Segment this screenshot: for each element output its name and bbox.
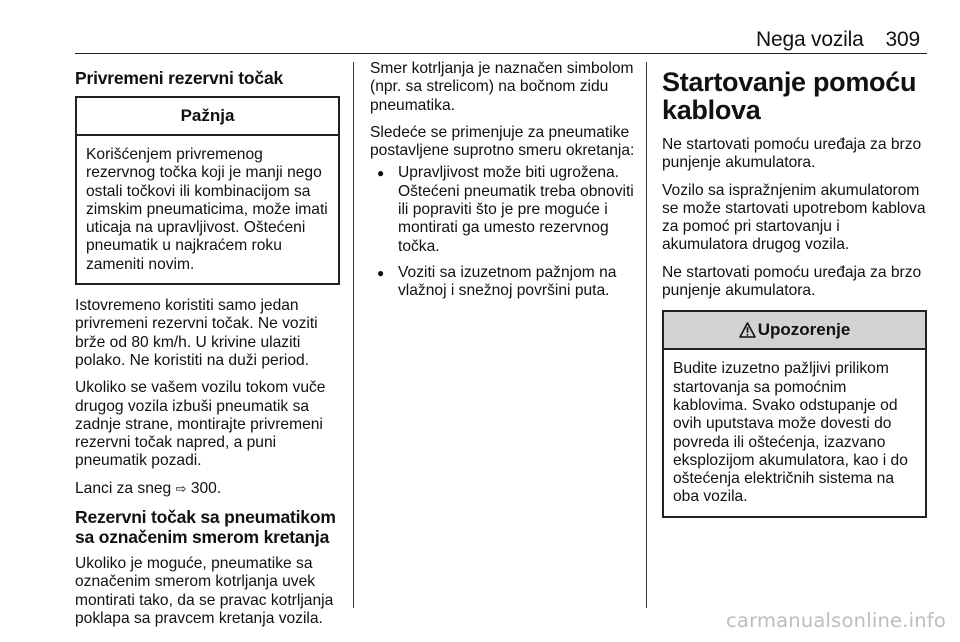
column-divider (646, 62, 647, 608)
reference-page: 300. (190, 479, 222, 497)
reference-text: Lanci za sneg (75, 479, 172, 497)
caution-title: Pažnja (77, 98, 338, 136)
warning-text: Budite izuzetno pažljivi prilikom startovanja sa pomoćnim kablovima. Svako odstupanje od ovih uputstava može dovesti do povreda ili oštećenja, izazvano eksplozijom akumulatora, kao i do oštećenja električnih sistema na oba vozila. (673, 360, 908, 506)
warning-title-bar (664, 312, 925, 350)
caution-box (75, 96, 340, 285)
paragraph: Vozilo sa ispražnjenim akumulatorom se može startovati upotrebom kablova za pomoć pri startovanju i akumulatora drugog vozila. (662, 181, 926, 254)
running-head (756, 28, 920, 54)
warning-triangle-icon (739, 322, 756, 338)
section-title: Nega vozila (756, 28, 864, 51)
paragraph: Sledeće se primenjuje za pneumatike postavljene suprotno smeru okretanja: (370, 123, 635, 160)
middle-column (370, 60, 640, 612)
list-item: ● Voziti sa izuzetnom pažnjom na vlažnoj i snežnoj površini puta. (370, 264, 640, 301)
bullet-list (370, 164, 640, 300)
paragraph: Smer kotrljanja je naznačen simbolom (npr. sa strelicom) na bočnom zidu pneumatika. (370, 60, 634, 114)
snow-chains-reference (75, 480, 340, 498)
column-divider (353, 62, 354, 608)
watermark-text: carmanualsonline.info (726, 609, 946, 632)
right-column (662, 60, 927, 612)
section-heading-directional-tyre: Rezervni točak sa pneumatikom sa označenim smerom kretanja (75, 507, 336, 548)
paragraph: Ne startovati pomoću uređaja za brzo punjenje akumulatora. (662, 136, 922, 172)
page-reference-arrow-icon: ⇨ (175, 480, 187, 496)
paragraph: Ukoliko je moguće, pneumatike sa označenim smerom kotrljanja uvek montirati tako, da se pravac kotrljanja poklapa sa pravcem kretanja vozila. (75, 555, 334, 627)
header-rule (75, 53, 927, 54)
caution-text: Korišćenjem privremenog rezervnog točka koji je manji nego ostali točkovi ili kombinacijom sa zimskim pneumaticima, može imati uticaja na upravljivost. Oštećeni pneumatik u najkraćem roku zameniti novim. (86, 146, 328, 273)
left-column (75, 60, 340, 627)
section-heading-jump-starting: Startovanje pomoću kablova (662, 67, 917, 125)
page-number: 309 (885, 28, 920, 51)
list-item: ● Upravljivost može biti ugrožena. Oštećeni pneumatik treba obnoviti ili popraviti što je pre moguće i montirati ga umesto rezervnog točka. (370, 164, 640, 255)
paragraph: Ukoliko se vašem vozilu tokom vuče drugog vozila izbuši pneumatik sa zadnje strane, montirajte privremeni rezervni točak napred, a puni pneumatik pozadi. (75, 379, 326, 470)
warning-box (662, 310, 927, 517)
section-heading-temporary-spare: Privremeni rezervni točak (75, 68, 284, 88)
warning-title: Upozorenje (757, 320, 851, 340)
paragraph: Ne startovati pomoću uređaja za brzo punjenje akumulatora. (662, 263, 922, 300)
paragraph: Istovremeno koristiti samo jedan privremeni rezervni točak. Ne voziti brže od 80 km/h. U krivine ulaziti polako. Ne koristiti na duži period. (75, 297, 318, 369)
